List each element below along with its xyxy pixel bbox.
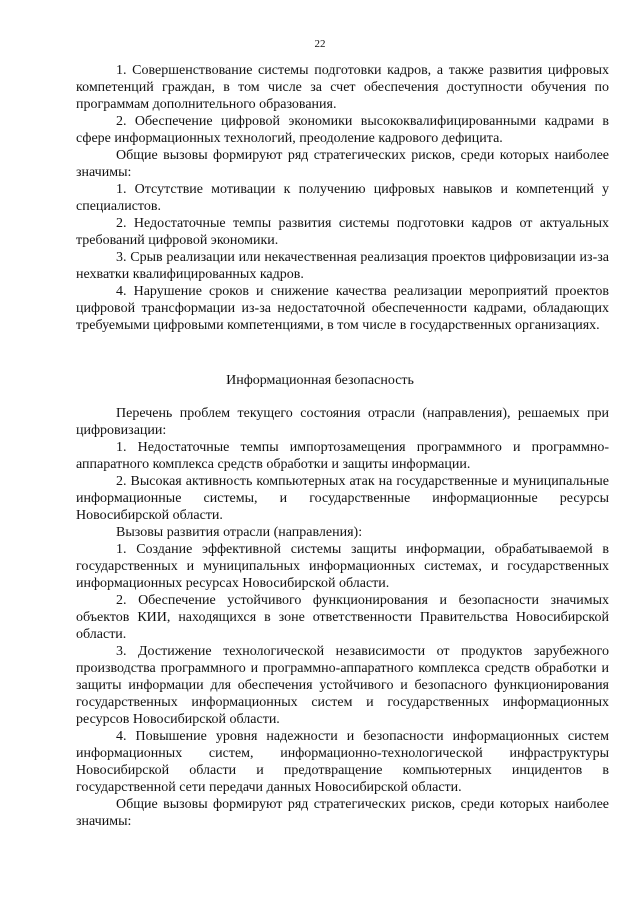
paragraph: 1. Создание эффективной системы защиты информации, обрабатываемой в государственных и муниципальных информационных системах, и государственных информационных ресурсах Новосибирской области. (76, 542, 609, 591)
section-heading: Информационная безопасность (226, 373, 414, 388)
paragraph: 1. Совершенствование системы подготовки кадров, а также развития цифровых компетенций граждан, в том числе за счет обеспечения доступности обучения по программам дополнительного образования. (76, 63, 609, 112)
paragraph: 3. Достижение технологической независимости от продуктов зарубежного производства программного и программно-аппаратного комплекса средств обработки и защиты информации для обеспечения устойчивого и безопасного функционирования государственных информационных систем и государственных информационных ресурсов Новосибирской области. (76, 644, 609, 727)
paragraph: 1. Недостаточные темпы импортозамещения программного и программно-аппаратного комплекса средств обработки и защиты информации. (76, 440, 609, 472)
paragraph: 2. Обеспечение цифровой экономики высококвалифицированными кадрами в сфере информационных технологий, преодоление кадрового дефицита. (76, 114, 609, 146)
paragraph: 2. Обеспечение устойчивого функционирования и безопасности значимых объектов КИИ, находящихся в зоне ответственности Правительства Новосибирской области. (76, 593, 609, 642)
paragraph: Общие вызовы формируют ряд стратегических рисков, среди которых наиболее значимы: (76, 148, 609, 180)
paragraph: Общие вызовы формируют ряд стратегических рисков, среди которых наиболее значимы: (76, 797, 609, 829)
paragraph: Вызовы развития отрасли (направления): (116, 525, 363, 540)
paragraph: 2. Высокая активность компьютерных атак на государственные и муниципальные информационные системы, и государственные информационные ресурсы Новосибирской области. (76, 474, 609, 523)
paragraph: 2. Недостаточные темпы развития системы подготовки кадров от актуальных требований цифровой экономики. (76, 216, 609, 248)
paragraph: 3. Срыв реализации или некачественная реализация проектов цифровизации из-за нехватки квалифицированных кадров. (76, 250, 609, 282)
paragraph: 1. Отсутствие мотивации к получению цифровых навыков и компетенций у специалистов. (76, 182, 609, 214)
page-number: 22 (314, 38, 326, 50)
paragraph: 4. Нарушение сроков и снижение качества реализации мероприятий проектов цифровой трансформации из-за недостаточной обеспеченности кадрами, обладающих требуемыми цифровыми компетенциями, в том числе в государственных организациях. (76, 284, 609, 333)
paragraph: Перечень проблем текущего состояния отрасли (направления), решаемых при цифровизации: (76, 406, 609, 438)
paragraph: 4. Повышение уровня надежности и безопасности информационных систем информационных систем, информационно-технологической инфраструктуры Новосибирской области и предотвращение компьютерных инцидентов в государственной сети передачи данных Новосибирской области. (76, 729, 609, 795)
